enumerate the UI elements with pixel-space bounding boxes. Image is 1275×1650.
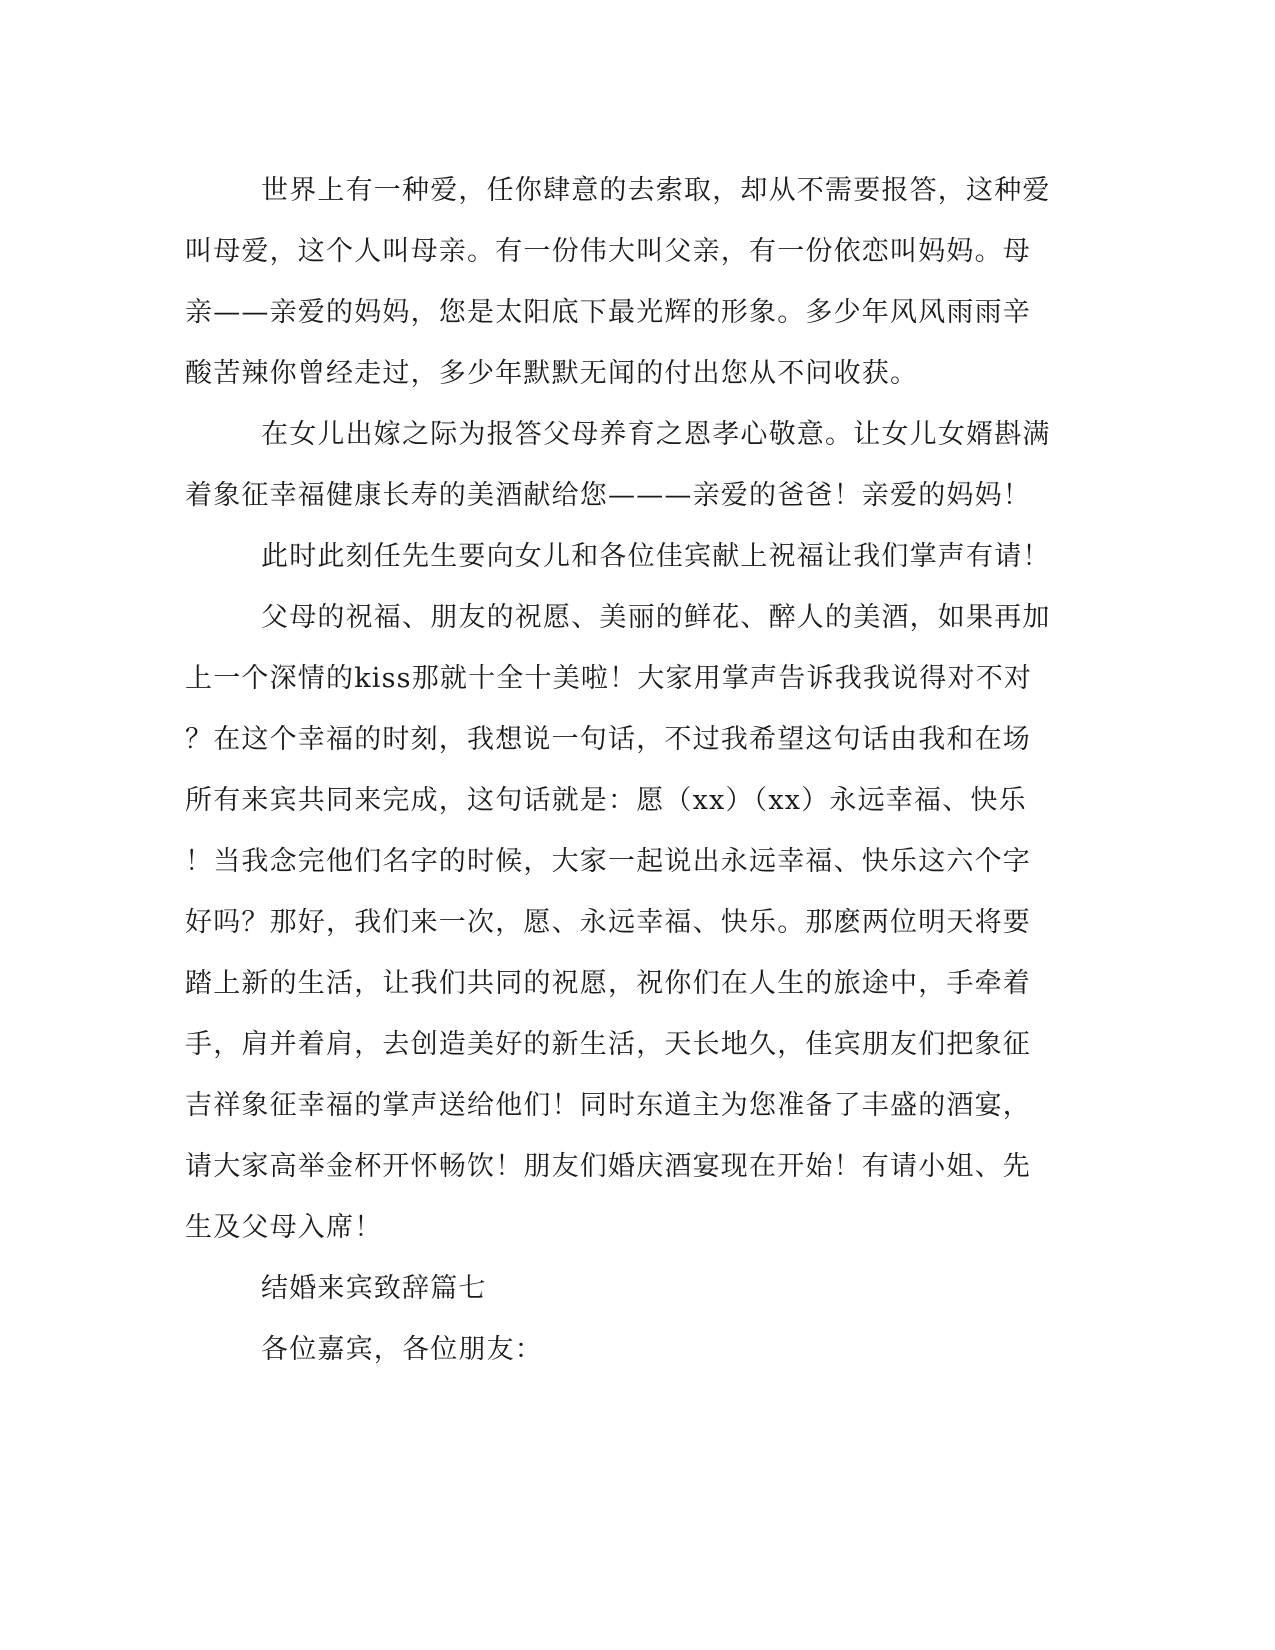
text-line-15: 手，肩并着肩，去创造美好的新生活，天长地久，佳宾朋友们把象征 xyxy=(185,1029,1031,1060)
text-line-17: 请大家高举金杯开怀畅饮！朋友们婚庆酒宴现在开始！有请小姐、先 xyxy=(185,1151,1031,1182)
document-body xyxy=(185,160,1051,1380)
text-line-3: 亲——亲爱的妈妈，您是太阳底下最光辉的形象。多少年风风雨雨辛 xyxy=(185,297,1031,328)
text-line-5: 在女儿出嫁之际为报答父母养育之恩孝心敬意。让女儿女婿斟满 xyxy=(261,419,1051,450)
text-line-8: 父母的祝福、朋友的祝愿、美丽的鲜花、醉人的美酒，如果再加 xyxy=(261,602,1051,633)
text-line-4: 酸苦辣你曾经走过，多少年默默无闻的付出您从不问收获。 xyxy=(185,358,919,389)
text-line-9: 上一个深情的kiss那就十全十美啦！大家用掌声告诉我我说得对不对 xyxy=(185,663,1033,694)
text-line-6: 着象征幸福健康长寿的美酒献给您———亲爱的爸爸！亲爱的妈妈！ xyxy=(185,480,1031,511)
text-line-18: 生及父母入席！ xyxy=(185,1212,383,1243)
text-line-11: 所有来宾共同来完成，这句话就是：愿（xx）（xx）永远幸福、快乐 xyxy=(185,785,1027,816)
section-heading: 结婚来宾致辞篇七 xyxy=(261,1273,487,1304)
text-line-10: ？在这个幸福的时刻，我想说一句话，不过我希望这句话由我和在场 xyxy=(185,724,1031,755)
text-line-1: 世界上有一种爱，任你肆意的去索取，却从不需要报答，这种爱 xyxy=(261,175,1051,206)
text-line-12: ！当我念完他们名字的时候，大家一起说出永远幸福、快乐这六个字 xyxy=(185,846,1031,877)
salutation: 各位嘉宾，各位朋友： xyxy=(261,1334,543,1365)
text-line-7: 此时此刻任先生要向女儿和各位佳宾献上祝福让我们掌声有请！ xyxy=(261,541,1051,572)
text-line-2: 叫母爱，这个人叫母亲。有一份伟大叫父亲，有一份依恋叫妈妈。母 xyxy=(185,236,1031,267)
text-line-13: 好吗？那好，我们来一次，愿、永远幸福、快乐。那麽两位明天将要 xyxy=(185,907,1031,938)
text-line-14: 踏上新的生活，让我们共同的祝愿，祝你们在人生的旅途中，手牵着 xyxy=(185,968,1031,999)
text-line-16: 吉祥象征幸福的掌声送给他们！同时东道主为您准备了丰盛的酒宴， xyxy=(185,1090,1031,1121)
